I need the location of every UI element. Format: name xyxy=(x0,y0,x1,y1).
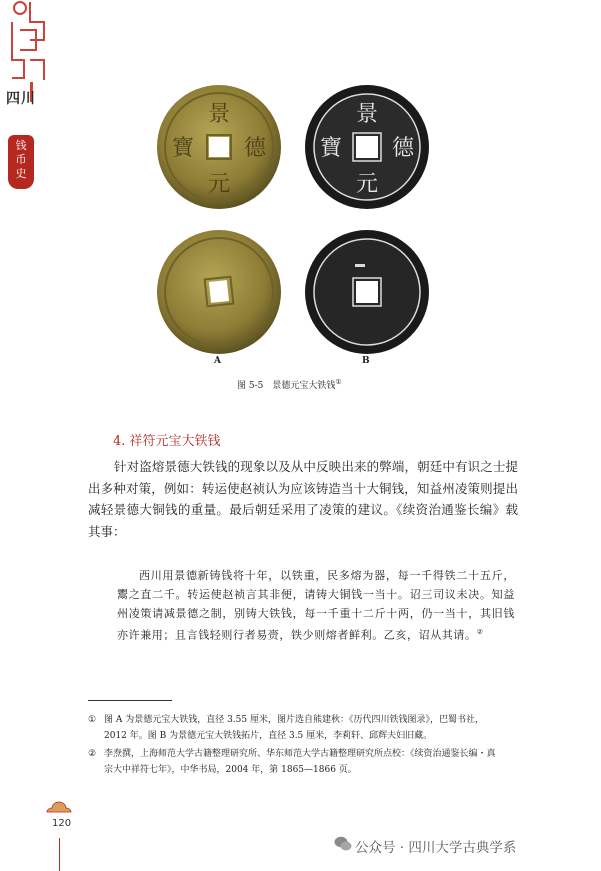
coin-a-char-bottom: 元 xyxy=(207,172,231,197)
figure-label-b: B xyxy=(362,356,370,366)
footnote-1-text: 图 A 为景德元宝大铁钱，直径 3.55 厘米，图片选自熊建秋：《历代四川铁钱图录》，巴蜀书社，2012 年。图 B 为景德元宝大铁钱拓片，直径 3.5 厘米，李莉轩、邱辉夫妇旧藏。 xyxy=(104,715,484,741)
coin-b-char-left: 寶 xyxy=(319,136,343,161)
coin-a-char-right: 德 xyxy=(243,136,267,161)
watermark-text: 公众号 · 四川大学古典学系 xyxy=(355,840,517,856)
coin-b-reverse-rubbing xyxy=(303,228,431,356)
red-rule xyxy=(59,838,60,871)
figure-caption-note: ① xyxy=(335,378,342,386)
figure-caption xyxy=(237,378,342,391)
footnote-1 xyxy=(88,712,518,744)
footnote-2 xyxy=(88,746,518,778)
figure-label-a: A xyxy=(214,356,221,366)
section-heading: 4. 祥符元宝大铁钱 xyxy=(113,434,221,449)
side-region-title: 四川 xyxy=(6,91,36,107)
body-paragraph: 针对盗熔景德大铁钱的现象以及从中反映出来的弊端，朝廷中有识之士提出多种对策，例如：转运使赵祯认为应该铸造当十大铜钱，知益州凌策则提出减轻景德大铜钱的重量。最后朝廷采用了凌策的建议。《续资治通鉴长编》载其事： xyxy=(88,459,518,539)
coin-b-obverse-rubbing xyxy=(303,83,431,211)
block-quote-text: 西川用景德新铸钱将十年，以铁重，民多熔为器，每一千得铁二十五斤，鬻之直二千。转运使赵祯言其非便，请铸大铜钱一当十。诏三司议未决。知益州凌策请减景德之制，别铸大铁钱，每一千重十二斤十两，仍一当十，其旧钱亦许兼用；且言钱轻则行者易赍，铁少则熔者鲜利。乙亥，诏从其请。 xyxy=(117,569,515,642)
page-number: 120 xyxy=(52,818,72,829)
coin-a-char-left: 寶 xyxy=(171,136,195,161)
figure-caption-text: 图 5-5 景德元宝大铁钱 xyxy=(237,381,336,391)
coin-b-char-top: 景 xyxy=(355,102,379,127)
coin-a-obverse xyxy=(155,83,283,211)
seal-text: 钱币史 xyxy=(15,139,27,180)
footnote-1-mark: ① xyxy=(88,715,97,725)
block-quote-note: ② xyxy=(476,628,484,636)
footnote-divider xyxy=(88,700,172,701)
coin-a-reverse xyxy=(155,228,283,356)
page-ornament-icon xyxy=(46,800,72,816)
footnote-2-mark: ② xyxy=(88,749,97,759)
decorative-ornament xyxy=(0,0,60,871)
coin-a-char-top: 景 xyxy=(207,102,231,127)
red-seal xyxy=(8,135,34,189)
footnote-2-text: 李焘撰，上海师范大学古籍整理研究所、华东师范大学古籍整理研究所点校：《续资治通鉴长编・真宗大中祥符七年》，中华书局，2004 年，第 1865—1866 页。 xyxy=(104,749,496,775)
coin-b-char-bottom: 元 xyxy=(355,172,379,197)
block-quote xyxy=(117,566,515,645)
wechat-icon xyxy=(334,836,352,852)
coin-b-char-right: 德 xyxy=(391,136,415,161)
